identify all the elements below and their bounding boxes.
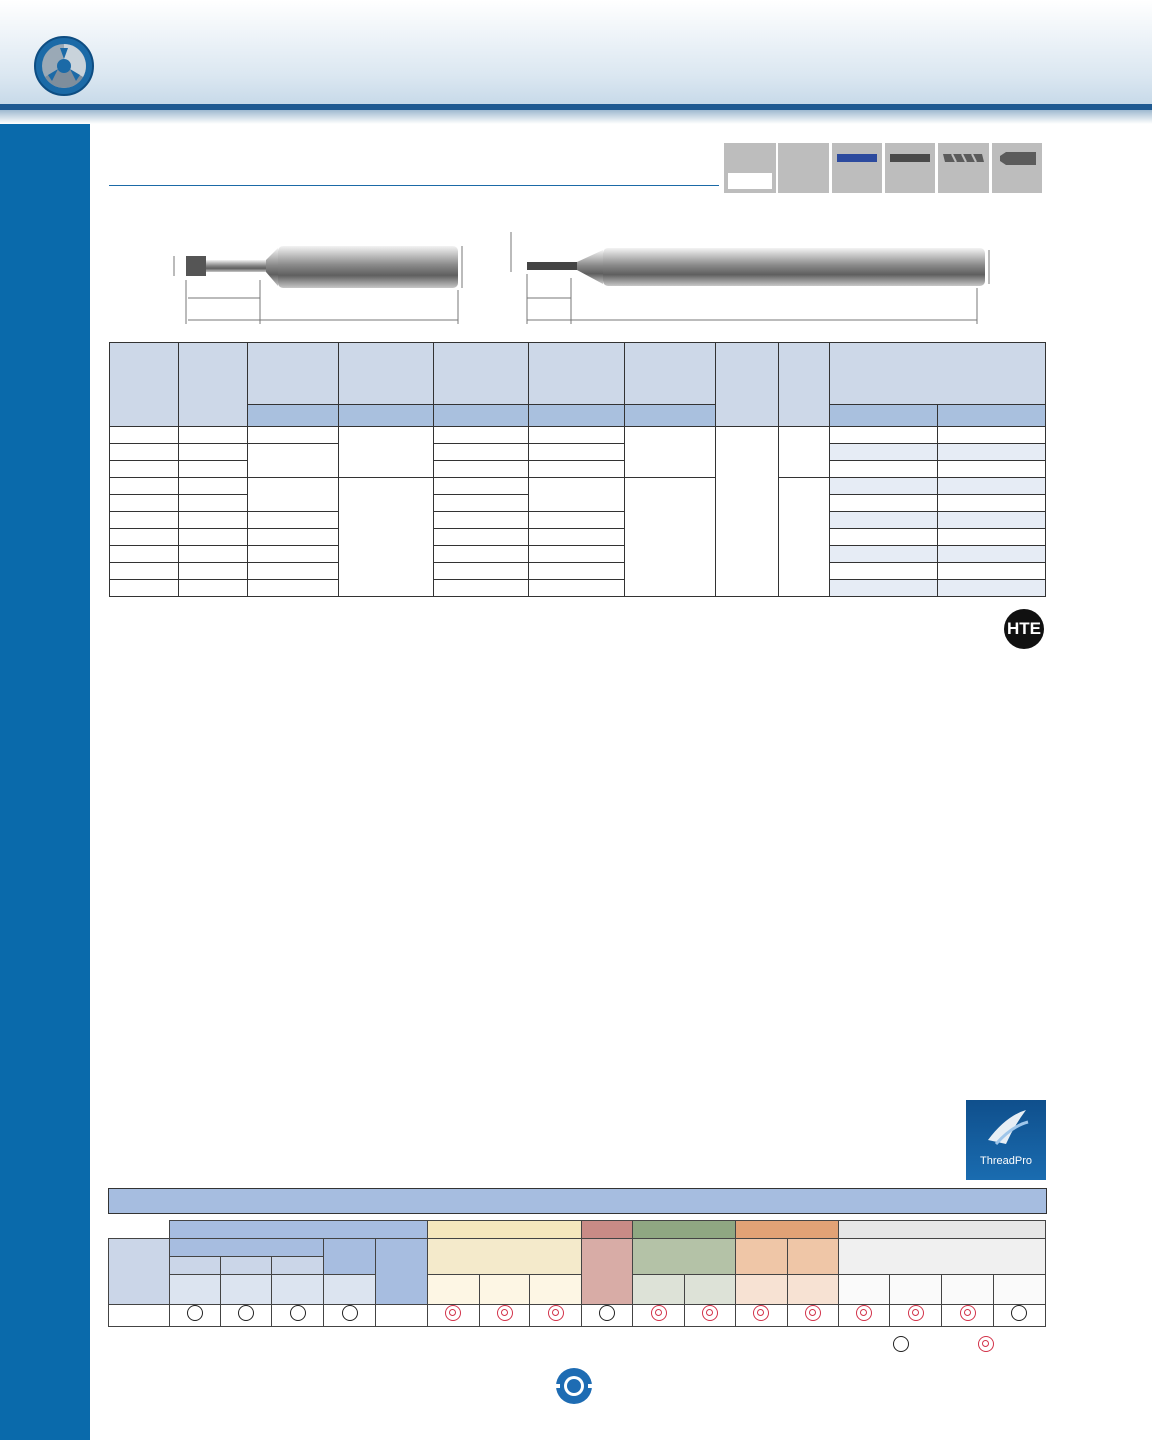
rating-cell	[530, 1305, 582, 1327]
table-cell	[110, 529, 179, 546]
spec-subheader-cell	[624, 405, 715, 427]
materials-header-bar	[108, 1188, 1047, 1214]
table-cell	[937, 563, 1045, 580]
table-cell	[169, 1275, 220, 1305]
table-cell	[169, 1239, 324, 1257]
table-cell	[110, 512, 179, 529]
table-cell	[829, 563, 937, 580]
table-cell	[829, 427, 937, 444]
table-cell	[434, 512, 529, 529]
spec-header-cell	[179, 343, 248, 427]
table-cell	[339, 427, 434, 478]
gear-logo-icon	[34, 36, 94, 96]
table-cell	[169, 1257, 220, 1275]
osg-logo-icon	[556, 1368, 592, 1404]
table-cell	[110, 461, 179, 478]
table-cell	[248, 512, 339, 529]
double-circle-icon	[856, 1305, 872, 1321]
circle-icon	[1011, 1305, 1027, 1321]
spec-header-cell	[778, 343, 829, 427]
table-cell	[937, 495, 1045, 512]
table-cell	[633, 1275, 685, 1305]
table-cell	[272, 1257, 324, 1275]
table-cell	[529, 563, 624, 580]
table-cell	[829, 461, 937, 478]
table-cell	[529, 580, 624, 597]
spec-header-cell	[829, 343, 1045, 405]
spec-header-cell	[248, 343, 339, 405]
table-cell	[109, 1221, 170, 1239]
spec-header-cell	[715, 343, 778, 427]
rating-cell	[272, 1305, 324, 1327]
table-cell	[339, 478, 434, 597]
spec-header-cell	[624, 343, 715, 405]
rating-cell	[993, 1305, 1045, 1327]
rating-cell	[324, 1305, 376, 1327]
rating-cell	[169, 1305, 220, 1327]
table-cell	[684, 1275, 735, 1305]
table-cell	[530, 1275, 582, 1305]
spec-header-cell	[529, 343, 624, 405]
double-circle-icon	[960, 1305, 976, 1321]
threadpro-label: ThreadPro	[980, 1155, 1032, 1167]
table-cell	[890, 1275, 942, 1305]
table-cell	[624, 427, 715, 478]
table-cell	[529, 427, 624, 444]
legend-best	[978, 1336, 994, 1357]
spec-header-cell	[110, 343, 179, 427]
table-cell	[937, 427, 1045, 444]
table-cell	[434, 580, 529, 597]
table-cell	[248, 529, 339, 546]
table-cell	[179, 529, 248, 546]
spec-subheader-cell	[829, 405, 937, 427]
table-cell	[529, 461, 624, 478]
double-circle-icon	[445, 1305, 461, 1321]
rating-cell	[427, 1305, 479, 1327]
table-cell	[179, 444, 248, 461]
table-cell	[248, 563, 339, 580]
table-cell	[110, 427, 179, 444]
table-cell	[427, 1275, 479, 1305]
table-cell	[110, 444, 179, 461]
table-cell	[427, 1239, 582, 1275]
table-cell	[434, 427, 529, 444]
group-header-nonferrous	[633, 1221, 736, 1239]
double-circle-icon	[497, 1305, 513, 1321]
header-box-flute-type	[938, 143, 989, 193]
table-cell	[248, 444, 339, 478]
header-box-coating-blue	[832, 143, 882, 193]
table-cell	[529, 546, 624, 563]
group-header-stainless	[427, 1221, 582, 1239]
threadpro-logo-icon	[966, 1100, 1046, 1180]
rating-cell	[220, 1305, 272, 1327]
table-cell	[942, 1275, 994, 1305]
spec-subheader-cell	[248, 405, 339, 427]
circle-icon	[342, 1305, 358, 1321]
left-sidebar-band	[0, 110, 90, 1440]
table-cell	[434, 461, 529, 478]
rating-cell	[582, 1305, 633, 1327]
table-cell	[937, 444, 1045, 461]
table-cell	[829, 495, 937, 512]
tool-drawing-long	[505, 228, 1005, 328]
table-cell	[735, 1275, 787, 1305]
rating-cell	[942, 1305, 994, 1327]
materials-row-label	[109, 1239, 170, 1305]
circle-icon	[290, 1305, 306, 1321]
spec-table	[109, 342, 1046, 597]
table-cell	[838, 1275, 890, 1305]
table-cell	[248, 478, 339, 512]
table-cell	[179, 580, 248, 597]
table-cell	[937, 546, 1045, 563]
rating-cell	[735, 1305, 787, 1327]
table-cell	[937, 478, 1045, 495]
table-cell	[937, 461, 1045, 478]
circle-icon	[599, 1305, 615, 1321]
rating-cell	[838, 1305, 890, 1327]
table-cell	[376, 1239, 428, 1305]
table-cell	[829, 546, 937, 563]
table-cell	[829, 512, 937, 529]
table-cell	[110, 580, 179, 597]
table-cell	[993, 1275, 1045, 1305]
table-cell	[529, 444, 624, 461]
title-rule	[109, 185, 719, 186]
group-header-heat-resistant	[735, 1221, 838, 1239]
table-cell	[434, 546, 529, 563]
double-circle-icon	[908, 1305, 924, 1321]
rating-cell	[633, 1305, 685, 1327]
tool-drawing-short	[160, 240, 480, 330]
table-cell	[248, 580, 339, 597]
table-cell	[529, 478, 624, 512]
table-cell	[937, 512, 1045, 529]
table-cell	[434, 563, 529, 580]
rating-cell	[479, 1305, 530, 1327]
table-cell	[110, 546, 179, 563]
table-cell	[272, 1275, 324, 1305]
header-shadow	[0, 110, 1152, 124]
table-cell	[179, 495, 248, 512]
circle-icon	[238, 1305, 254, 1321]
table-cell	[829, 529, 937, 546]
table-cell	[179, 546, 248, 563]
double-circle-icon	[805, 1305, 821, 1321]
double-circle-icon	[978, 1336, 994, 1352]
table-cell	[529, 512, 624, 529]
table-cell	[778, 478, 829, 597]
table-cell	[248, 427, 339, 444]
table-cell	[937, 580, 1045, 597]
table-cell	[179, 478, 248, 495]
table-cell	[937, 529, 1045, 546]
header-box-blank-2	[778, 143, 829, 193]
table-cell	[778, 427, 829, 478]
spec-header-cell	[434, 343, 529, 405]
spec-subheader-cell	[339, 405, 434, 427]
table-cell	[787, 1275, 838, 1305]
group-header-hardened	[838, 1221, 1046, 1239]
rating-row	[109, 1305, 1046, 1327]
rating-cell	[684, 1305, 735, 1327]
table-cell	[110, 478, 179, 495]
header-box-coating-dark	[885, 143, 935, 193]
table-cell	[715, 427, 778, 597]
double-circle-icon	[651, 1305, 667, 1321]
table-cell	[434, 444, 529, 461]
table-cell	[829, 478, 937, 495]
table-cell	[220, 1257, 272, 1275]
table-cell	[110, 495, 179, 512]
double-circle-icon	[548, 1305, 564, 1321]
table-cell	[529, 529, 624, 546]
table-cell	[434, 495, 529, 512]
double-circle-icon	[702, 1305, 718, 1321]
circle-icon	[893, 1336, 909, 1352]
table-cell	[624, 478, 715, 597]
table-cell	[838, 1239, 1046, 1275]
table-cell	[434, 478, 529, 495]
double-circle-icon	[753, 1305, 769, 1321]
table-cell	[109, 1305, 170, 1327]
table-cell	[248, 546, 339, 563]
table-cell	[829, 444, 937, 461]
table-cell	[324, 1239, 376, 1275]
table-cell	[179, 563, 248, 580]
table-cell	[220, 1275, 272, 1305]
header-box-shank-type	[992, 143, 1042, 193]
table-cell	[324, 1275, 376, 1305]
table-cell	[479, 1275, 530, 1305]
hte-badge-icon: HTE	[1004, 609, 1044, 649]
table-cell	[179, 461, 248, 478]
circle-icon	[187, 1305, 203, 1321]
materials-table	[108, 1220, 1046, 1327]
table-cell	[434, 529, 529, 546]
table-cell	[633, 1239, 736, 1275]
spec-subheader-cell	[937, 405, 1045, 427]
table-cell	[829, 580, 937, 597]
rating-cell	[787, 1305, 838, 1327]
group-header-steel	[169, 1221, 427, 1239]
table-cell	[787, 1239, 838, 1275]
legend-good	[893, 1336, 909, 1357]
spec-subheader-cell	[434, 405, 529, 427]
rating-cell	[890, 1305, 942, 1327]
page-header-bar	[0, 0, 1152, 108]
table-cell	[110, 563, 179, 580]
table-cell	[179, 427, 248, 444]
rating-cell	[376, 1305, 428, 1327]
table-cell	[735, 1239, 787, 1275]
header-box-blank	[724, 143, 776, 193]
table-cell	[582, 1239, 633, 1305]
spec-subheader-cell	[529, 405, 624, 427]
table-cell	[179, 512, 248, 529]
spec-header-cell	[339, 343, 434, 405]
group-header-cast-iron	[582, 1221, 633, 1239]
